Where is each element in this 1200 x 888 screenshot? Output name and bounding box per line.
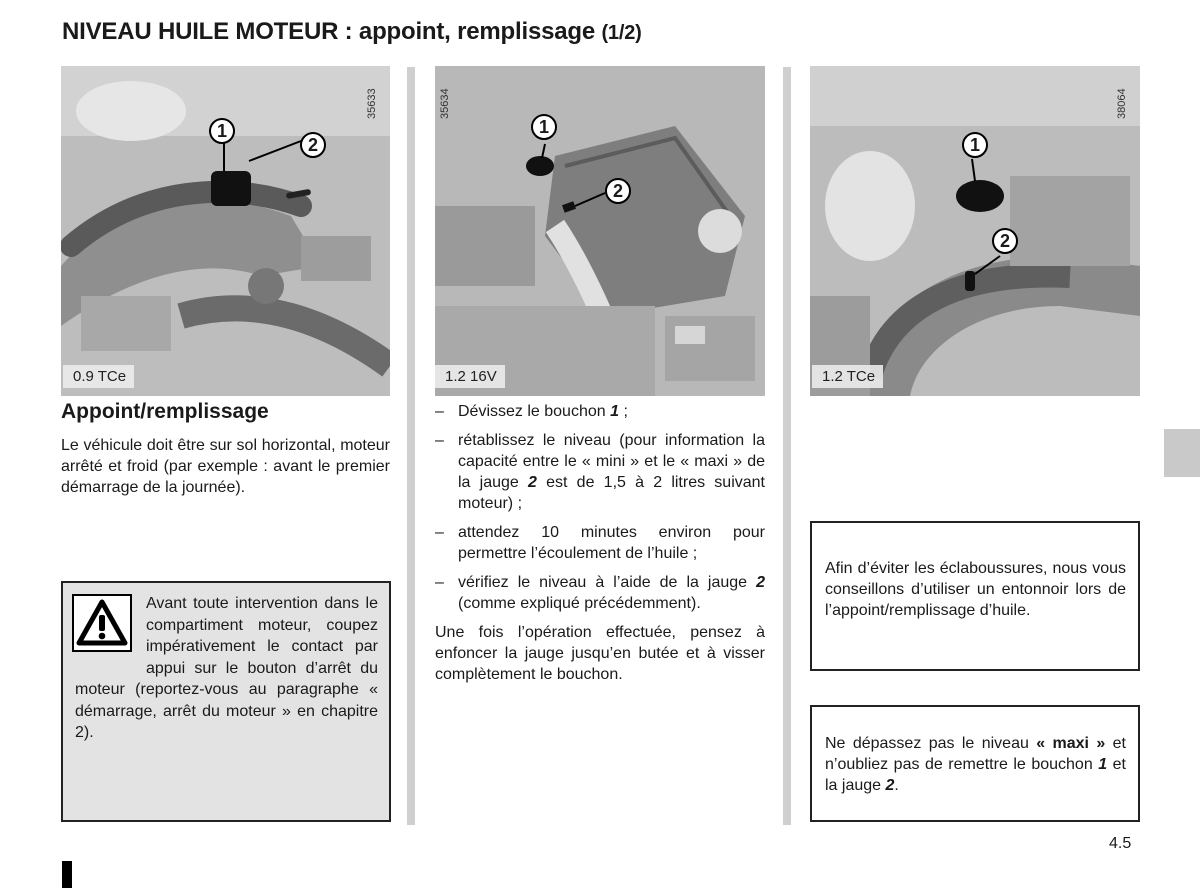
ref-number: 2 <box>885 777 895 794</box>
photo-caption: 1.2 TCe <box>812 365 883 388</box>
chapter-tab <box>1164 429 1200 477</box>
note-text: Ne dépassez pas le niveau « maxi » et n’oubliez pas de remettre le bouchon 1 et la jauge 2. <box>825 735 1127 794</box>
engine-illustration <box>810 66 1140 396</box>
dash-marker: – <box>435 574 444 591</box>
column-divider-right <box>783 67 791 825</box>
section-heading: Appoint/remplissage <box>61 400 269 423</box>
maxi-label: « maxi » <box>1036 735 1106 752</box>
callout-2: 2 <box>605 178 631 204</box>
warning-text: Avant toute intervention dans le compartiment moteur, coupez impérativement le contact par appui sur le bouton d’arrêt du moteur (reportez-vous au paragraphe « démarrage, arrêt du moteur » en chapitre 2). <box>75 595 378 741</box>
callout-1: 1 <box>209 118 235 144</box>
ref-number: 2 <box>528 474 537 491</box>
engine-illustration <box>435 66 765 396</box>
callout-1: 1 <box>531 114 557 140</box>
warning-box <box>61 581 391 822</box>
step-item: – attendez 10 minutes environ pour permettre l’écoulement de l’huile ; <box>435 524 765 562</box>
dash-marker: – <box>435 432 444 449</box>
ref-number: 2 <box>756 574 765 591</box>
callout-2: 2 <box>992 228 1018 254</box>
step-item: – rétablissez le niveau (pour information la capacité entre le « mini » et le « maxi » de la jauge 2 est de 1,5 à 2 litres suivant moteur) ; <box>435 432 765 512</box>
dash-marker: – <box>435 403 444 420</box>
column-divider-left <box>407 67 415 825</box>
page-title-part: (1/2) <box>601 22 642 44</box>
step-item: – Dévissez le bouchon 1 ; <box>435 403 628 420</box>
engine-photo-1-2-tce <box>810 66 1140 396</box>
photo-caption: 0.9 TCe <box>63 365 134 388</box>
engine-illustration <box>61 66 390 396</box>
page-number: 4.5 <box>1109 835 1132 852</box>
photo-number: 38064 <box>1116 88 1128 120</box>
callout-2: 2 <box>300 132 326 158</box>
dash-marker: – <box>435 524 444 541</box>
engine-photo-1-2-16v <box>435 66 765 396</box>
page-title <box>62 18 642 46</box>
callout-1: 1 <box>962 132 988 158</box>
corner-mark <box>62 861 72 888</box>
note-text: Afin d’éviter les éclaboussures, nous vous conseillons d’utiliser un entonnoir lors de l’appoint/remplissage d’huile. <box>825 560 1126 619</box>
engine-photo-0-9-tce <box>61 66 390 396</box>
ref-number: 1 <box>610 403 619 420</box>
note-box-maxi <box>810 705 1140 822</box>
photo-number: 35633 <box>366 88 378 120</box>
closing-paragraph: Une fois l’opération effectuée, pensez à enfoncer la jauge jusqu’en butée et à visser complètement le bouchon. <box>435 624 765 683</box>
ref-number: 1 <box>1098 756 1108 773</box>
photo-caption: 1.2 16V <box>435 365 505 388</box>
steps-list <box>435 401 765 685</box>
page-title-main: NIVEAU HUILE MOTEUR : appoint, remplissage <box>62 18 595 45</box>
photo-number: 35634 <box>439 88 451 120</box>
intro-paragraph: Le véhicule doit être sur sol horizontal, moteur arrêté et froid (par exemple : avant le premier démarrage de la journée). <box>61 437 390 496</box>
step-item: – vérifiez le niveau à l’aide de la jauge 2 (comme expliqué précédemment). <box>435 574 765 612</box>
note-box-funnel <box>810 521 1140 671</box>
